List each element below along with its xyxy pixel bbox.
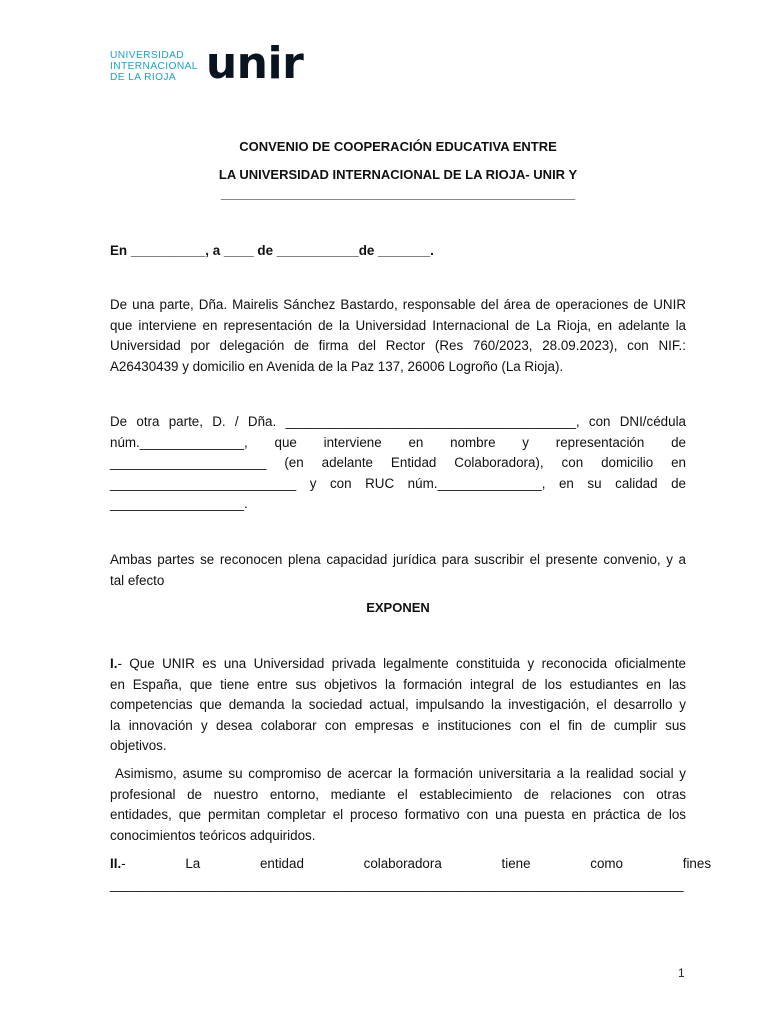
section1b-line: entidades, que permitan completar el proceso formativo con una puesta en práctica de los <box>110 807 686 823</box>
party2-line: núm.______________, que interviene en nombre y representación de <box>110 434 686 450</box>
capacity-paragraph <box>110 550 686 591</box>
section1b-line: conocimientos teóricos adquiridos. <box>110 827 316 843</box>
logo-line-2: INTERNACIONAL <box>110 60 198 72</box>
section-heading: EXPONEN <box>366 600 430 615</box>
section1-line-text: - Que UNIR es una Universidad privada legalmente constituida y reconocida oficialmente <box>117 656 686 671</box>
section1b-line: Asimismo, asume su compromiso de acercar la formación universitaria a la realidad social y <box>110 766 686 781</box>
logo-text <box>110 50 198 84</box>
party2-line: _________________________ y con RUC núm.______________, en su calidad de <box>110 475 686 491</box>
title-line-2: LA UNIVERSIDAD INTERNACIONAL DE LA RIOJA- UNIR Y <box>218 167 578 182</box>
capacity-line: tal efecto <box>110 572 165 588</box>
place-date-line: En __________, a ____ de ___________de _______. <box>110 243 434 258</box>
title-line-3: _________________________________________________ <box>220 186 576 201</box>
logo-line-3: DE LA RIOJA <box>110 72 177 84</box>
party1-line: Universidad por delegación de firma del Rector (Res 760/2023, 28.09.2023), con NIF.: <box>110 338 686 354</box>
logo-mark: unir <box>205 38 304 89</box>
section1b-paragraph <box>110 764 686 846</box>
section1-line: competencias que demanda la sociedad actual, impulsando la investigación, el desarrollo y <box>110 697 686 713</box>
section2-line-text: - La entidad colaboradora tiene como fines <box>121 856 712 871</box>
section2-line <box>110 854 712 875</box>
page-number: 1 <box>678 966 685 980</box>
section1b-line: profesional de nuestro entorno, mediante el establecimiento de relaciones con otras <box>110 786 686 802</box>
section1-line: la innovación y desea colaborar con empresas e instituciones con el fin de cumplir sus <box>110 717 686 733</box>
section1-line: en España, que tiene entre sus objetivos la formación integral de los estudiantes en las <box>110 676 686 692</box>
logo-line-1: UNIVERSIDAD <box>110 49 185 61</box>
section1-line <box>110 654 686 675</box>
section1-paragraph <box>110 654 686 757</box>
party1-line: A26430439 y domicilio en Avenida de la Paz 137, 26006 Logroño (La Rioja). <box>110 358 564 374</box>
section2-paragraph <box>110 854 712 895</box>
party1-paragraph <box>110 295 686 377</box>
title-line-1: CONVENIO DE COOPERACIÓN EDUCATIVA ENTRE <box>239 139 557 154</box>
party2-line: __________________. <box>110 496 248 512</box>
section1-number: I. <box>110 656 118 671</box>
unir-logo <box>110 38 304 89</box>
party1-line: De una parte, Dña. Mairelis Sánchez Bastardo, responsable del área de operaciones de UNIR <box>110 297 686 312</box>
party1-line: que interviene en representación de la Universidad Internacional de La Rioja, en adelante la <box>110 317 686 333</box>
section1-line: objetivos. <box>110 738 167 754</box>
capacity-line: Ambas partes se reconocen plena capacidad jurídica para suscribir el presente convenio, y a <box>110 552 686 567</box>
party2-line: _____________________ (en adelante Entidad Colaboradora), con domicilio en <box>110 455 686 471</box>
section2-number: II. <box>110 856 122 871</box>
section2-blank-line: _____________________________________________________________________________ <box>110 876 684 892</box>
party2-line: De otra parte, D. / Dña. _______________________________________, con DNI/cédula <box>110 414 686 429</box>
party2-paragraph <box>110 412 686 515</box>
